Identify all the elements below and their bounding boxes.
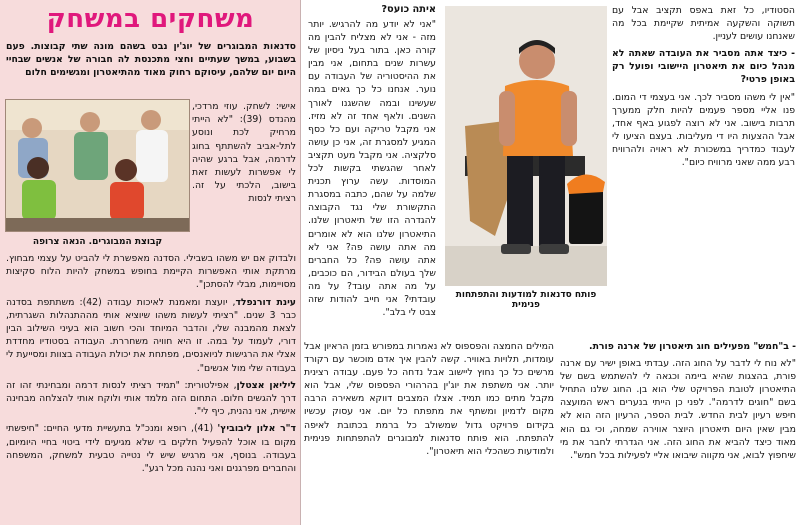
body-paragraph-2 bbox=[6, 296, 296, 375]
portrait-photo-caption: פותח סדנאות למודעות והתפתחות פנימית bbox=[455, 290, 597, 310]
interview-answer: "אין לי משהו מסביר לכך. אני בעצמי די המום. פנו אליי מספר פעמים להיות חלק ממערך תרבות בישוב. אני לא רוצה לפגוע באף אחד, אבל ההצעות היו די מעליבות. בעצם הציעו לי לעבוד כמדריך במשכורת לא ראויה ולהרוויח רבע ממה שאני מרוויח כיום". bbox=[612, 91, 795, 169]
participant-quote: (41), רופא ומנכ"ל בתעשיית מדעי החיים: "חיפשתי מקום בו אוכל להפעיל חלקים בי שלא מגיעים לידי ביטוי בחיי היומיום, בעבודה. בנוסף, אני מרגיש שיש לי נטייה טבעית למשחק, המשפחה והחברים מפרגנים ואני נהנה מכל רגע". bbox=[6, 423, 296, 475]
participant-name: ליליאן אצטלן bbox=[236, 379, 296, 391]
body-paragraph-1: ולבדוק אם יש משהו בשבילי. הסדנה מאפשרת לי להביט על עצמי מבחוץ. מרתקת אותי האפשרות הקיימת בחופש במשחק להיות הלוח סקיצות מסויימות, מבלי להסתכן". bbox=[6, 253, 296, 291]
body-paragraph-3 bbox=[6, 379, 296, 419]
participant-name: ד"ר אלון ליבוביץ' bbox=[217, 423, 296, 435]
body-paragraph-4 bbox=[6, 422, 296, 475]
article-intro: סדנאות המבוגרים של יוג'ין נבט בשהם מונה שתי קבוצות. פעם בשבוע, במשך שעתיים וחצי מתכנסת לה חבורה של אנשים שבחיי היום יום שלהם, עיסוקם רחוק מאוד מהתיאטרון ומגשימים חלום bbox=[6, 41, 296, 79]
participant-quote: , יועצת ומאמנת לאיכות עבודה (42): משתתפת בסדנה כבר 3 שנים. "רציתי לעשות משהו שיוציא אותי מההתנהלות השגרתית, לצאת מהמבנה שלי, והדבר המיוחד והכי חשוב הוא בעיני השילוב הבין דורי, לעמוד על במה. זו היא חוויה משחררת. העבודה בסטודיו מחדדת אצלי את הרגישות לניואנסים, מפתחת את יכולת העבודה בצוות ומסייעת לי בעבודה שלי מול אנשים". bbox=[6, 296, 296, 374]
interview-question: איתה כועס? bbox=[381, 4, 436, 15]
interview-bottom-right bbox=[560, 340, 796, 520]
group-photo-illustration bbox=[5, 100, 189, 232]
portrait-photo bbox=[445, 6, 607, 286]
interview-question: - כיצד אתה מסביר את העובדה שאתה לא מנהל כיום את תיאטרון היישובי ופועל רק באופן פרטי? bbox=[612, 48, 795, 86]
interview-bottom-middle: המילים החמצה והפספוס לא נאמרות במפורש בזמן הראיון אבל עומדות, תלויות באוויר. קשה להבין איך אדם מוכשר עם רקורד מרשים כל כך נחוץ ליישוב אבל נדחה כל פעם. עבודה רצינית יותר. אני משתפת את יוג'ין בהרהורי הפספוס שלי, אבל הוא מקבל מתים כמו תמיד. אצלו המצבים דווקא משאירה הרבה מקום לדמיון ומשתף את מתפתח כל יום. אני עסוק עכשיו בקידום פרויקט גדול שמשולב כל ברמת בכתובת לאיפה להתפתח. הוא פותח סדנאות למבוגרים להתפתחות פנימית ולמודעות כשהכלי הוא תיאטרון". bbox=[304, 341, 554, 457]
participant-quote: , אפילטורית: "תמיד רציתי לנסות דרמה ומבחינתי זהו זה דרך להגשים חלום. התחום הזה מלמד אותי ולוקח אותי להצלחה מבחינה אישית, אני נהנית, כיף לי". bbox=[6, 379, 296, 418]
interview-question: - ב"חמש" מפעילים חוג תיאטרון של ארנה פורת. bbox=[589, 341, 796, 352]
article-body bbox=[6, 252, 296, 520]
interview-answer: "אני לא יודע מה להרגיש. יותר מזה - אני לא מצליח להבין מה קורה כאן. בתור בעל ניסיון של עשרות שנים בתחום, אני מבין את ההיסטוריה של העבודה עם נוער. אנחנו כל כך גאים במה שעשינו ובמה שהשגנו לאורך השנים. ולאף אחד זה לא מזיז. אני מקבל טריקה ועם כל כסף המגיע למסגרת זה, אני כן עושה סלקציה. אני מקבל מעט תקציב לאחר שהגשתי בקשות לכל המוסדות. עשה ערוץ תכנית שלמה על שהם, כתבה במסגרת התקשורת שלי נגד הקבוצה להגדרה הזו של תיאטרון שלנו. התיאטרון שלנו הוא לא אומרים מה אתה עושה פה? אני לא אתה עושה פה? כל החברים שלך בעולם הבידור, הם כוכבים, על מה אתה עובד? על מה עובדתי? אני חייב להודות שזה צבט לי בלב". bbox=[308, 19, 436, 319]
portrait-photo-illustration bbox=[445, 6, 607, 286]
interview-column-right bbox=[612, 4, 795, 330]
interview-answer: "לא נוח לי לדבר על החוג הזה. עבדתי באופן ישיר עם ארנה פורת, בהצגות שהיא ביימה וכגאה לי להשתמש בשם של התיאטרון לטובת הפרויקט שלי הוא בן. החוג שלנו התחיל בשם "חוגים לדרמה". לפני כן הייתי בנערים ראש המועצה חיפש רעיון לבית החדש. לבית הספר, הרעיון הזה הוא לא מבין שאין היום תיאטרון היוצר אווירה שמחה, וכי גם הוא מאוד כיצד להביא את החוג הזה. אני הגדרתי לחבר את מי שיחפוץ לבוא, אני מקווה שיבואו אליי לפעילות בכל חמש". bbox=[560, 358, 796, 461]
interview-paragraph: הסטודיו, כל זאת באפס תקציב אבל עם תשוקה והשקעה אמיתית שקיימת בכל מה שאנחנו עושים לעניין. bbox=[612, 5, 795, 43]
article-side-text: אישי: לשחק. עוזי מרדכי, מהנדס (39): "לא הייתי מרחיק לכת ונוסע לתל-אביב להשתתף בחוג לדרמה, אבל ברגע שהיה לי אפשרות לעשות זאת בישוב, הלכתי על זה. רציתי לנסות bbox=[192, 101, 296, 205]
article-title: משחקים במשחק bbox=[46, 4, 255, 34]
group-photo bbox=[5, 99, 190, 232]
participant-name: עינת דורנפלד bbox=[235, 296, 296, 308]
group-photo-caption: קבוצת המבוגרים. הנאה צרופה bbox=[32, 237, 163, 247]
